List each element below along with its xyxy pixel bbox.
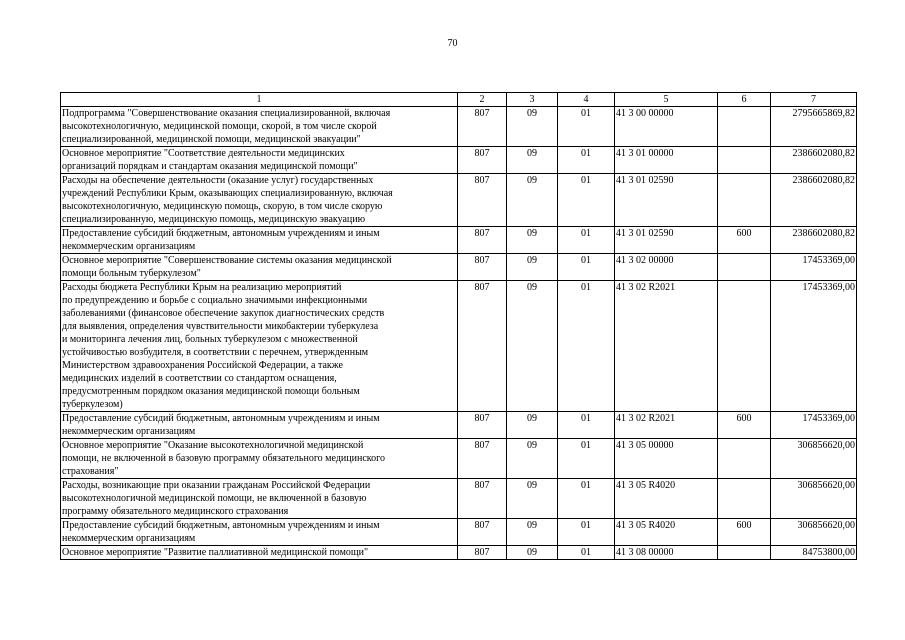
target-article-cell: 41 3 08 00000 [615,546,718,560]
ministry-code-cell: 807 [458,254,507,281]
section-cell: 09 [507,479,558,519]
row-name-cell: Основное мероприятие "Оказание высокотехнологичной медицинской помощи, не включенной в базовую программу обязательного медицинского страхования" [61,439,458,479]
target-article-cell: 41 3 02 R2021 [615,281,718,412]
expense-type-cell: 600 [718,227,771,254]
ministry-code-cell: 807 [458,546,507,560]
page-number: 70 [447,38,458,49]
table-row [61,147,857,174]
expense-type-cell [718,546,771,560]
header-cell: 3 [507,93,558,107]
subsection-cell: 01 [558,227,615,254]
target-article-cell: 41 3 05 R4020 [615,479,718,519]
section-cell: 09 [507,412,558,439]
subsection-cell: 01 [558,174,615,227]
ministry-code-cell: 807 [458,174,507,227]
target-article-cell: 41 3 05 00000 [615,439,718,479]
header-cell: 2 [458,93,507,107]
subsection-cell: 01 [558,479,615,519]
subsection-cell: 01 [558,107,615,147]
row-name-cell: Предоставление субсидий бюджетным, автономным учреждениям и иным некоммерческим организациям [61,227,458,254]
ministry-code-cell: 807 [458,107,507,147]
subsection-cell: 01 [558,254,615,281]
amount-cell: 2386602080,82 [771,227,857,254]
amount-cell: 17453369,00 [771,281,857,412]
ministry-code-cell: 807 [458,147,507,174]
subsection-cell: 01 [558,147,615,174]
amount-cell: 306856620,00 [771,439,857,479]
ministry-code-cell: 807 [458,281,507,412]
expense-type-cell [718,439,771,479]
amount-cell: 2386602080,82 [771,174,857,227]
ministry-code-cell: 807 [458,439,507,479]
section-cell: 09 [507,227,558,254]
header-cell: 5 [615,93,718,107]
subsection-cell: 01 [558,281,615,412]
header-cell: 4 [558,93,615,107]
expense-type-cell [718,174,771,227]
table-row [61,227,857,254]
expense-type-cell [718,107,771,147]
ministry-code-cell: 807 [458,519,507,546]
expense-type-cell [718,147,771,174]
row-name-cell: Основное мероприятие "Соответствие деятельности медицинских организаций порядкам и стандартам оказания медицинской помощи" [61,147,458,174]
table-row [61,254,857,281]
table-header-row [61,93,857,107]
amount-cell: 17453369,00 [771,412,857,439]
expense-type-cell [718,281,771,412]
row-name-cell: Предоставление субсидий бюджетным, автономным учреждениям и иным некоммерческим организациям [61,412,458,439]
expense-type-cell: 600 [718,519,771,546]
header-cell: 6 [718,93,771,107]
section-cell: 09 [507,439,558,479]
subsection-cell: 01 [558,412,615,439]
target-article-cell: 41 3 00 00000 [615,107,718,147]
header-cell: 7 [771,93,857,107]
table-row [61,107,857,147]
section-cell: 09 [507,519,558,546]
target-article-cell: 41 3 01 02590 [615,174,718,227]
table-row [61,519,857,546]
amount-cell: 84753800,00 [771,546,857,560]
target-article-cell: 41 3 02 00000 [615,254,718,281]
amount-cell: 306856620,00 [771,479,857,519]
budget-table [60,92,857,560]
expense-type-cell [718,254,771,281]
ministry-code-cell: 807 [458,412,507,439]
section-cell: 09 [507,254,558,281]
table-row [61,479,857,519]
section-cell: 09 [507,546,558,560]
amount-cell: 2795665869,82 [771,107,857,147]
row-name-cell: Расходы бюджета Республики Крым на реализацию мероприятий по предупреждению и борьбе с социально значимыми инфекционными заболеваниями (финансовое обеспечение закупок диагностических средств для выявления, определения чувствительности микобактерии туберкулеза и мониторинга лечения лиц, больных туберкулезом с множественной устойчивостью возбудителя, в соответствии с перечнем, утвержденным Министерством здравоохранения Российской Федерации, а также медицинских изделий в соответствии со стандартом оснащения, предусмотренным порядком оказания медицинской помощи больным туберкулезом) [61,281,458,412]
section-cell: 09 [507,147,558,174]
target-article-cell: 41 3 02 R2021 [615,412,718,439]
table-row [61,412,857,439]
table-row [61,174,857,227]
section-cell: 09 [507,281,558,412]
ministry-code-cell: 807 [458,227,507,254]
table-row [61,546,857,560]
subsection-cell: 01 [558,546,615,560]
section-cell: 09 [507,174,558,227]
amount-cell: 17453369,00 [771,254,857,281]
amount-cell: 306856620,00 [771,519,857,546]
target-article-cell: 41 3 01 02590 [615,227,718,254]
row-name-cell: Расходы, возникающие при оказании гражданам Российской Федерации высокотехнологичной медицинской помощи, не включенной в базовую программу обязательного медицинского страхования [61,479,458,519]
amount-cell: 2386602080,82 [771,147,857,174]
ministry-code-cell: 807 [458,479,507,519]
row-name-cell: Предоставление субсидий бюджетным, автономным учреждениям и иным некоммерческим организациям [61,519,458,546]
target-article-cell: 41 3 01 00000 [615,147,718,174]
row-name-cell: Основное мероприятие "Совершенствование системы оказания медицинской помощи больным туберкулезом" [61,254,458,281]
subsection-cell: 01 [558,519,615,546]
target-article-cell: 41 3 05 R4020 [615,519,718,546]
row-name-cell: Расходы на обеспечение деятельности (оказание услуг) государственных учреждений Республики Крым, оказывающих специализированную, включая высокотехнологичную, медицинскую помощь, скорую, в том числе скорую специализированную, медицинскую помощь, медицинскую эвакуацию [61,174,458,227]
header-cell: 1 [61,93,458,107]
table-row [61,281,857,412]
row-name-cell: Основное мероприятие "Развитие паллиативной медицинской помощи" [61,546,458,560]
row-name-cell: Подпрограмма "Совершенствование оказания специализированной, включая высокотехнологичную, медицинской помощи, скорой, в том числе скорой специализированной, медицинской помощи, медицинской эвакуации" [61,107,458,147]
section-cell: 09 [507,107,558,147]
expense-type-cell [718,479,771,519]
expense-type-cell: 600 [718,412,771,439]
subsection-cell: 01 [558,439,615,479]
table-row [61,439,857,479]
